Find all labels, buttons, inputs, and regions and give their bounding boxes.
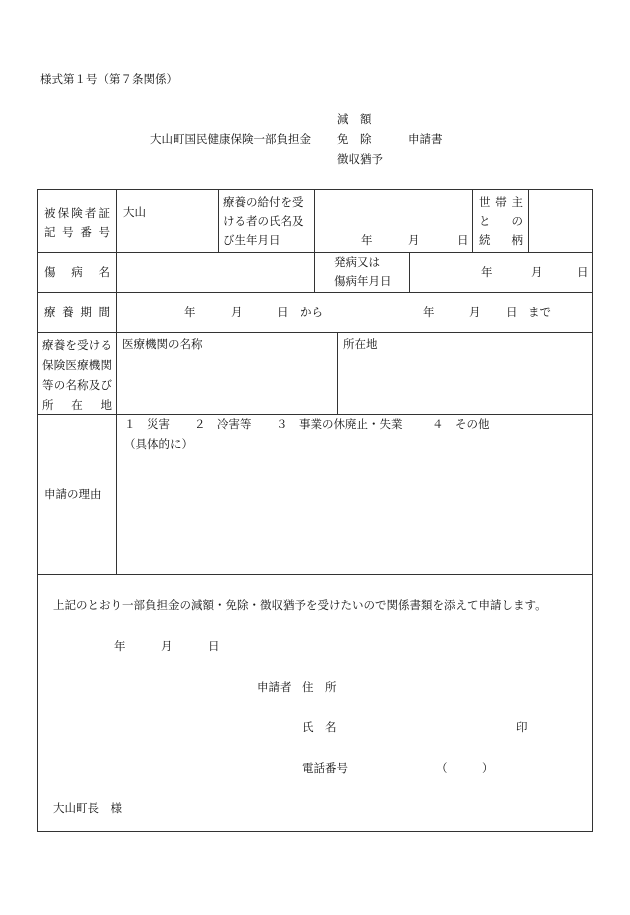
recipient-label-2: ける者の氏名及 — [223, 214, 304, 228]
period-to-year: 年 — [423, 305, 435, 319]
title-option-deferral: 徴収猶予 — [337, 152, 383, 166]
insured-card-label-2: 記号番号 — [44, 225, 110, 239]
col-divider — [218, 190, 219, 252]
title-option-exemption: 免 除 — [337, 132, 372, 146]
treatment-period-label: 療養期間 — [44, 305, 110, 319]
reason-other: ４ その他 — [432, 417, 490, 431]
col-divider — [472, 190, 473, 252]
period-from-year: 年 — [184, 305, 196, 319]
col-divider — [528, 190, 529, 252]
recipient-label-1: 療養の給付を受 — [223, 195, 304, 209]
institution-address-label: 所在地 — [343, 337, 378, 351]
row-divider — [38, 332, 592, 333]
reason-disaster: １ 災害 — [124, 417, 170, 431]
institution-name-label: 医療機関の名称 — [122, 337, 203, 351]
declaration-month: 月 — [161, 639, 173, 653]
period-from-month: 月 — [231, 305, 243, 319]
insured-card-value[interactable]: 大山 — [123, 205, 146, 219]
declaration-day: 日 — [208, 639, 220, 653]
col-divider — [314, 252, 315, 292]
householder-label-3: 続柄 — [479, 233, 523, 247]
dob-day: 日 — [457, 233, 469, 247]
declaration-year: 年 — [114, 639, 126, 653]
reason-specific: （具体的に） — [124, 437, 193, 451]
recipient-label-3: び生年月日 — [223, 233, 281, 247]
onset-day: 日 — [577, 265, 589, 279]
period-from-day: 日 — [277, 305, 289, 319]
applicant-name-label: 氏 名 — [302, 720, 337, 734]
dob-month: 月 — [408, 233, 420, 247]
reason-business-closure: ３ 事業の休廃止・失業 — [276, 417, 403, 431]
applicant-label: 申請者 — [257, 680, 292, 694]
seal-mark: 印 — [516, 720, 528, 734]
institution-label-3: 等の名称及び — [42, 378, 112, 392]
institution-label-2: 保険医療機関 — [42, 358, 112, 372]
period-to: まで — [528, 305, 551, 319]
period-to-month: 月 — [469, 305, 481, 319]
period-to-day: 日 — [506, 305, 518, 319]
reason-label: 申請の理由 — [44, 487, 102, 501]
householder-label-1: 世帯主 — [479, 195, 523, 209]
phone-parentheses: （ ） — [436, 761, 494, 775]
onset-month: 月 — [531, 265, 543, 279]
onset-label-2: 傷病年月日 — [334, 274, 392, 288]
row-divider — [38, 292, 592, 293]
application-form — [37, 189, 593, 832]
reason-cold-damage: ２ 冷害等 — [194, 417, 252, 431]
injury-name-label: 傷病名 — [44, 265, 110, 279]
declaration-statement: 上記のとおり一部負担金の減額・免除・徴収猶予を受けたいので関係書類を添えて申請します。 — [53, 598, 547, 612]
period-from: から — [300, 305, 323, 319]
row-divider — [38, 414, 592, 415]
col-divider — [409, 252, 410, 292]
col-divider — [314, 190, 315, 252]
applicant-address-label: 住 所 — [302, 680, 337, 694]
onset-year: 年 — [481, 265, 493, 279]
row-divider — [38, 574, 592, 575]
insured-card-label-1: 被保険者証 — [44, 206, 110, 220]
onset-label-1: 発病又は — [334, 255, 380, 269]
title-option-reduction: 減 額 — [337, 112, 372, 126]
institution-label-1: 療養を受ける — [42, 338, 112, 352]
label-column-divider — [116, 190, 117, 574]
form-number: 様式第１号（第７条関係） — [40, 72, 178, 86]
addressee: 大山町長 様 — [53, 801, 122, 815]
title-suffix: 申請書 — [408, 132, 443, 146]
row-divider — [38, 252, 592, 253]
householder-label-2: との — [479, 214, 523, 228]
title-prefix: 大山町国民健康保険一部負担金 — [150, 132, 311, 146]
phone-label: 電話番号 — [302, 761, 348, 775]
institution-label-4: 所 在 地 — [42, 398, 112, 412]
col-divider — [337, 332, 338, 414]
dob-year: 年 — [361, 233, 373, 247]
